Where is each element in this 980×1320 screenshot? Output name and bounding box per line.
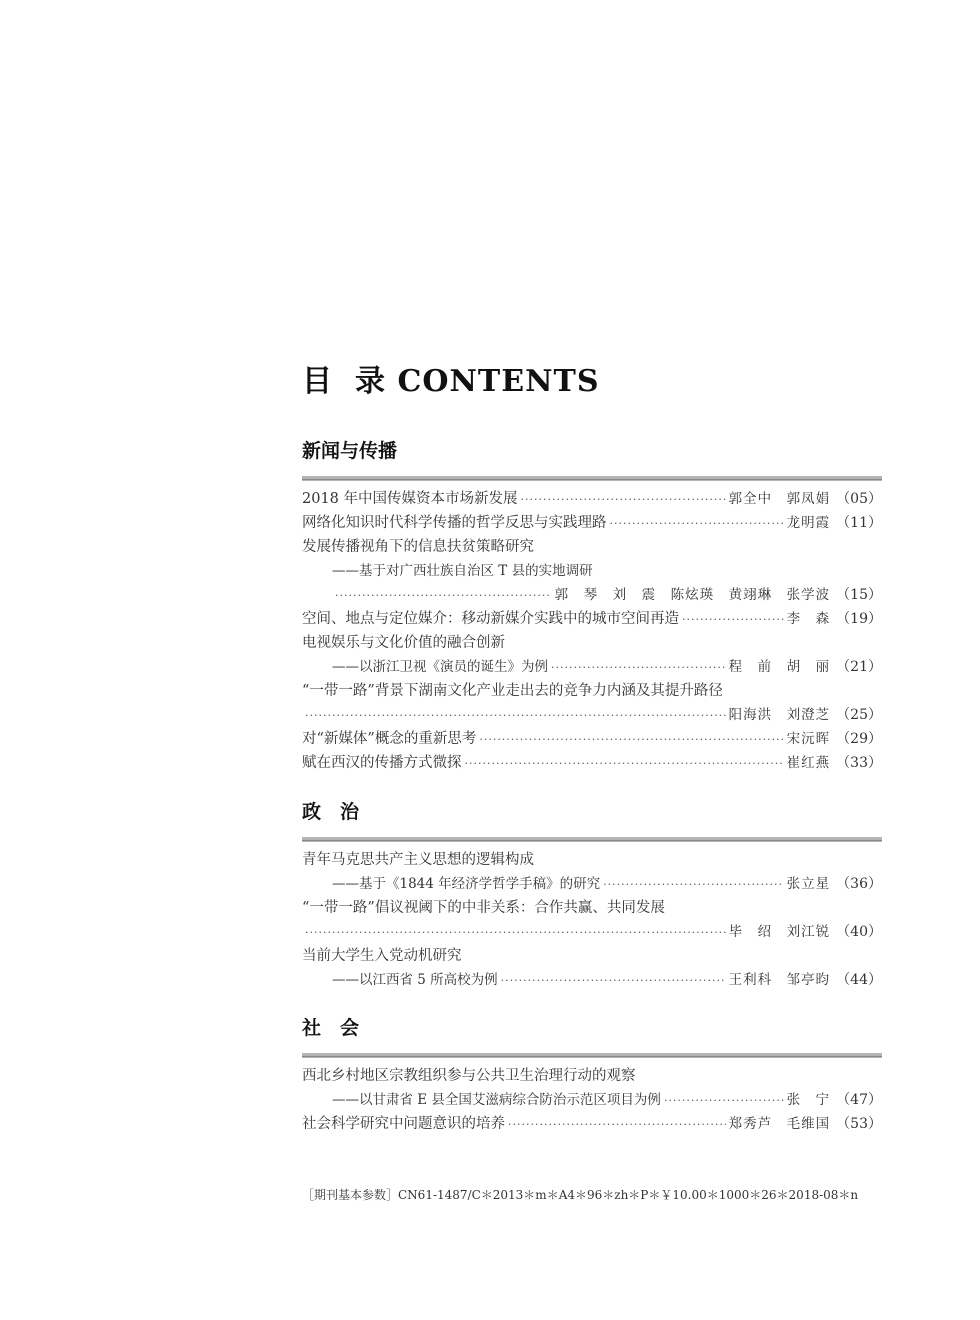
page-number: （47） bbox=[836, 1092, 882, 1108]
toc-subtitle-row[interactable] bbox=[302, 655, 882, 679]
section-rule bbox=[302, 476, 882, 481]
article-authors: 张立星 bbox=[786, 876, 831, 892]
article-title: ——以甘肃省 E 县全国艾滋病综合防治示范区项目为例 bbox=[332, 1092, 661, 1108]
dot-leader bbox=[335, 584, 552, 608]
toc-entries bbox=[302, 1064, 882, 1136]
page-number: （44） bbox=[836, 972, 882, 988]
article-authors: 王利科 邹亭昀 bbox=[728, 972, 831, 988]
title-en: CONTENTS bbox=[397, 364, 600, 399]
page-number: （11） bbox=[836, 515, 882, 531]
article-title: ——基于《1844 年经济学哲学手稿》的研究 bbox=[332, 876, 601, 892]
article-title: 电视娱乐与文化价值的融合创新 bbox=[302, 635, 505, 651]
toc-entry[interactable] bbox=[302, 751, 882, 775]
article-authors: 郑秀芦 毛维国 bbox=[728, 1116, 831, 1132]
article-title: 网络化知识时代科学传播的哲学反思与实践理路 bbox=[302, 515, 607, 531]
dot-leader bbox=[508, 1113, 726, 1137]
article-title: 2018 年中国传媒资本市场新发展 bbox=[302, 491, 518, 507]
section-news-communication bbox=[302, 438, 882, 775]
page-number: （36） bbox=[836, 876, 882, 892]
article-authors: 毕 绍 刘江锐 bbox=[728, 924, 831, 940]
dot-leader bbox=[664, 1089, 784, 1113]
article-title: “一带一路”倡议视阈下的中非关系：合作共赢、共同发展 bbox=[302, 900, 665, 916]
article-title: 西北乡村地区宗教组织参与公共卫生治理行动的观察 bbox=[302, 1068, 636, 1084]
title-cn-2: 录 bbox=[355, 364, 386, 399]
toc-subtitle-row[interactable] bbox=[302, 968, 882, 992]
toc-entry[interactable] bbox=[302, 703, 882, 727]
article-title: 发展传播视角下的信息扶贫策略研究 bbox=[302, 539, 534, 555]
dot-leader bbox=[305, 704, 726, 728]
page-title bbox=[302, 356, 600, 400]
toc-entry[interactable] bbox=[302, 487, 882, 511]
page-number: （05） bbox=[836, 491, 882, 507]
toc-subtitle-row[interactable] bbox=[302, 559, 882, 583]
dot-leader bbox=[465, 752, 784, 776]
toc-entry[interactable] bbox=[302, 727, 882, 751]
article-title: 空间、地点与定位媒介：移动新媒介实践中的城市空间再造 bbox=[302, 611, 679, 627]
toc-subtitle-row[interactable] bbox=[302, 583, 882, 607]
section-rule bbox=[302, 1053, 882, 1058]
toc-entry[interactable] bbox=[302, 1064, 882, 1088]
dot-leader bbox=[305, 921, 726, 945]
toc-entry[interactable] bbox=[302, 679, 882, 703]
toc-entry[interactable] bbox=[302, 896, 882, 920]
toc-entry[interactable] bbox=[302, 1112, 882, 1136]
dot-leader bbox=[501, 969, 726, 993]
page-number: （33） bbox=[836, 755, 882, 771]
toc-entry[interactable] bbox=[302, 848, 882, 872]
dot-leader bbox=[521, 488, 726, 512]
article-title: 对“新媒体”概念的重新思考 bbox=[302, 731, 477, 747]
dot-leader bbox=[479, 728, 783, 752]
article-authors: 张 宁 bbox=[786, 1092, 831, 1108]
toc-entry[interactable] bbox=[302, 920, 882, 944]
dot-leader bbox=[603, 873, 784, 897]
section-society bbox=[302, 1015, 882, 1136]
page-number: （25） bbox=[836, 707, 882, 723]
article-authors: 程 前 胡 丽 bbox=[728, 659, 831, 675]
page-number: （29） bbox=[836, 731, 882, 747]
article-authors: 郭 琴 刘 震 陈炫瑛 黄翊琳 张学波 bbox=[554, 587, 831, 603]
toc-subtitle-row[interactable] bbox=[302, 872, 882, 896]
toc-entry[interactable] bbox=[302, 944, 882, 968]
page-number: （40） bbox=[836, 924, 882, 940]
article-authors: 崔红燕 bbox=[786, 755, 831, 771]
dot-leader bbox=[610, 512, 784, 536]
page-number: （53） bbox=[836, 1116, 882, 1132]
article-title: ——基于对广西壮族自治区 T 县的实地调研 bbox=[332, 563, 593, 579]
section-heading: 政 治 bbox=[302, 801, 360, 823]
article-title: ——以江西省 5 所高校为例 bbox=[332, 972, 498, 988]
dot-leader bbox=[682, 608, 784, 632]
page-number: （21） bbox=[836, 659, 882, 675]
article-authors: 龙明霞 bbox=[786, 515, 831, 531]
article-title: 社会科学研究中问题意识的培养 bbox=[302, 1116, 505, 1132]
title-cn-1: 目 bbox=[302, 364, 333, 399]
article-authors: 李 森 bbox=[786, 611, 831, 627]
section-heading: 新闻与传播 bbox=[302, 440, 398, 462]
article-title: 当前大学生入党动机研究 bbox=[302, 948, 462, 964]
article-title: “一带一路”背景下湖南文化产业走出去的竞争力内涵及其提升路径 bbox=[302, 683, 723, 699]
article-authors: 阳海洪 刘澄芝 bbox=[728, 707, 831, 723]
toc-subtitle-row[interactable] bbox=[302, 1088, 882, 1112]
journal-parameters: ［期刊基本参数］CN61-1487/C＊2013＊m＊A4＊96＊zh＊P＊￥10.00＊1000＊26＊2018-08＊n bbox=[302, 1188, 859, 1202]
toc-entries bbox=[302, 848, 882, 992]
article-authors: 宋沅晖 bbox=[786, 731, 831, 747]
page-number: （15） bbox=[836, 587, 882, 603]
article-authors: 郭全中 郭凤娟 bbox=[728, 491, 831, 507]
page-number: （19） bbox=[836, 611, 882, 627]
toc-entry[interactable] bbox=[302, 607, 882, 631]
article-title: 青年马克思共产主义思想的逻辑构成 bbox=[302, 852, 534, 868]
toc-entry[interactable] bbox=[302, 631, 882, 655]
toc-entry[interactable] bbox=[302, 535, 882, 559]
section-rule bbox=[302, 837, 882, 842]
toc-entry[interactable] bbox=[302, 511, 882, 535]
article-title: ——以浙江卫视《演员的诞生》为例 bbox=[332, 659, 548, 675]
section-heading: 社 会 bbox=[302, 1017, 360, 1039]
article-title: 赋在西汉的传播方式微探 bbox=[302, 755, 462, 771]
toc-entries bbox=[302, 487, 882, 775]
section-politics bbox=[302, 799, 882, 992]
dot-leader bbox=[551, 656, 726, 680]
